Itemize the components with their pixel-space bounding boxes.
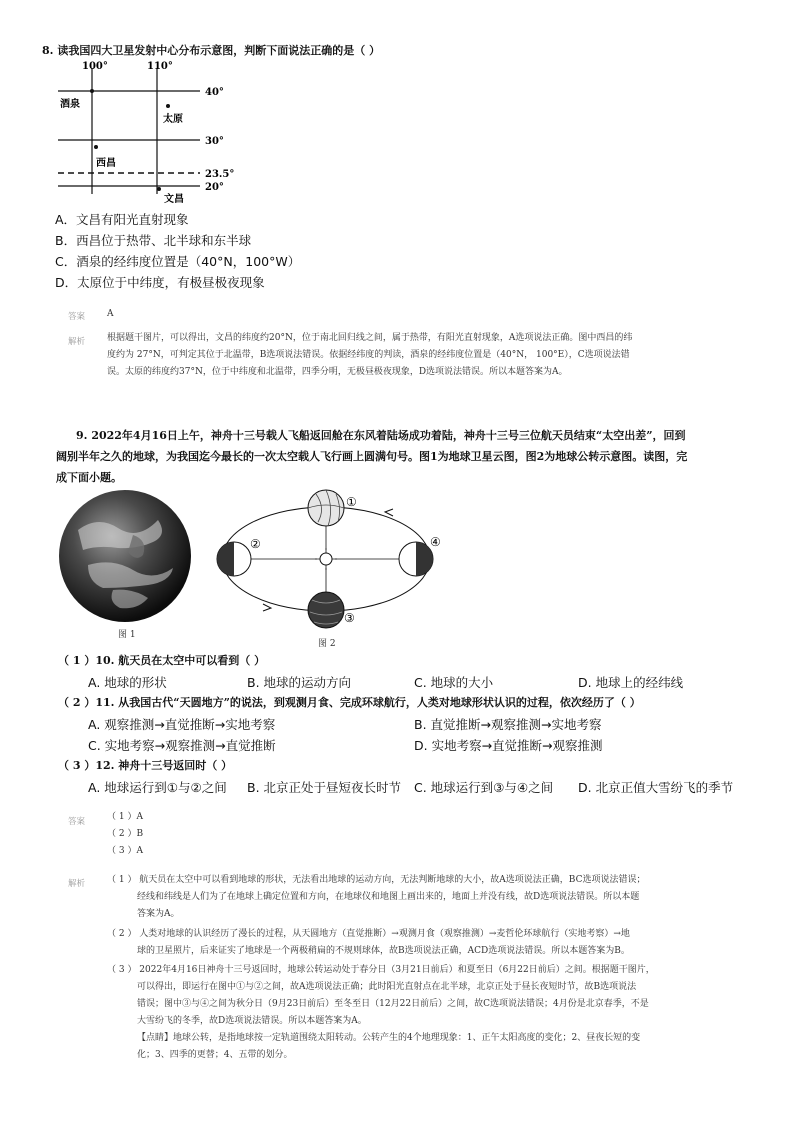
lon-110-label: 110° — [147, 61, 173, 72]
position-2-label: ② — [250, 537, 261, 551]
q9-stem-line: 阔别半年之久的地球，为我国迄今最长的一次太空载人飞行画上圆满句号。图1为地球卫星云图，图2为地球公转示意图。读图，完 — [56, 450, 688, 463]
q8-analysis-line: 误。太原的纬度约37°N，位于中纬度和北温带，四季分明，无极昼极夜现象，D选项说法错误。所以本题答案为A。 — [107, 367, 568, 377]
q9-key-point-line: 【点睛】地球公转，是指地球按一定轨道围绕太阳转动。公转产生的4个地理现象：1、正午太阳高度的变化；2、昼夜长短的变 — [137, 1033, 641, 1043]
q10-stem: （ 1 ）10. 航天员在太空中可以看到（ ） — [58, 654, 266, 667]
earth-cloud-image — [58, 490, 198, 640]
q11-stem: （ 2 ）11. 从我国古代“天圆地方”的说法，到观测月食、完成环球航行，人类对地球形状认识的过程，依次经历了（ ） — [58, 696, 641, 709]
q8-analysis-label: 解析 — [68, 337, 86, 347]
question-9-stem — [56, 425, 756, 488]
q9-analysis-2 — [107, 926, 767, 960]
position-4-label: ④ — [430, 535, 441, 549]
lat-40-label: 40° — [205, 87, 224, 98]
q9-answer-1: （ 1 ）A — [107, 812, 143, 822]
q9-stem-line: 9. 2022年4月16日上午，神舟十三号载人飞船返回舱在东风着陆场成功着陆，神舟十三号三位航天员结束“太空出差”，回到 — [76, 429, 686, 442]
xichang-label: 西昌 — [96, 158, 116, 169]
q9-analysis-label: 解析 — [68, 879, 86, 889]
q9-answers — [107, 809, 143, 860]
q9-analysis-line: 可以得出，即运行在图中①与②之间，故A选项说法正确；此时阳光直射点在北半球，北京正处于昼长夜短时节，故B选项说法 — [137, 982, 637, 992]
q8-analysis-line: 根据题干图片，可以得出，文昌的纬度约20°N，位于南北回归线之间，属于热带，有阳光直射现象，A选项说法正确。图中西昌的纬 — [107, 333, 633, 343]
q8-analysis-line: 度约为 27°N，可判定其位于北温带，B选项说法错误。依据经纬度的判读，酒泉的经纬度位置是（40°N， 100°E），C选项说法错 — [107, 350, 630, 360]
q11-option-b[interactable]: B. 直觉推断→观察推测→实地考察 — [414, 717, 602, 732]
q8-answer: A — [107, 309, 114, 319]
q11-option-a[interactable]: A. 观察推测→直觉推断→实地考察 — [88, 717, 276, 732]
q9-analysis-line: 答案为A。 — [137, 909, 180, 919]
satellite-launch-center-map — [50, 58, 280, 206]
q8-option-b[interactable]: B．西昌位于热带、北半球和东半球 — [55, 233, 252, 248]
q9-answer-label: 答案 — [68, 817, 86, 827]
q9-answer-3: （ 3 ）A — [107, 846, 143, 856]
q10-option-c[interactable]: C. 地球的大小 — [414, 675, 494, 690]
earth-revolution-diagram — [208, 484, 448, 650]
q9-stem-line: 成下面小题。 — [56, 471, 122, 484]
q9-analysis-line: （ 2 ） 人类对地球的认识经历了漫长的过程，从天圆地方（直觉推断）→观测月食（观察推测）→麦哲伦环球航行（实地考察）→地 — [107, 929, 630, 939]
q12-option-c[interactable]: C. 地球运行到③与④之间 — [414, 780, 554, 795]
position-1-label: ① — [346, 495, 357, 509]
question-8-title: 8. 读我国四大卫星发射中心分布示意图，判断下面说法正确的是（ ） — [42, 44, 381, 57]
q9-analysis-line: 大雪纷飞的冬季，故D选项说法错误。所以本题答案为A。 — [137, 1016, 367, 1026]
q8-answer-label: 答案 — [68, 312, 86, 322]
q8-option-c[interactable]: C．酒泉的经纬度位置是（40°N，100°W） — [55, 254, 301, 269]
q9-analysis-3 — [107, 962, 767, 1064]
lat-20-label: 20° — [205, 182, 224, 193]
figure-2-caption: 图 2 — [318, 639, 336, 649]
q9-key-point-line: 化；3、四季的更替；4、五带的划分。 — [137, 1050, 293, 1060]
q8-option-a[interactable]: A．文昌有阳光直射现象 — [55, 212, 189, 227]
q9-answer-2: （ 2 ）B — [107, 829, 144, 839]
taiyuan-label: 太原 — [163, 114, 183, 125]
q9-analysis-line: （ 3 ） 2022年4月16日神舟十三号返回时，地球公转运动处于春分日（3月21日前后）和夏至日（6月22日前后）之间。根据题干图片， — [107, 965, 655, 975]
q9-analysis-1 — [107, 872, 767, 923]
q9-analysis-line: 错误；图中③与④之间为秋分日（9月23日前后）至冬至日（12月22日前后）之间，故C选项说法错误；4月份是北京春季，不是 — [137, 999, 649, 1009]
q9-analysis-line: 球的卫星照片，后来证实了地球是一个两极稍扁的不规则球体，故B选项说法正确，ACD选项说法错误。所以本题答案为B。 — [137, 946, 630, 956]
position-3-label: ③ — [344, 611, 355, 625]
lon-100-label: 100° — [82, 61, 108, 72]
q10-option-b[interactable]: B. 地球的运动方向 — [247, 675, 352, 690]
q12-option-a[interactable]: A. 地球运行到①与②之间 — [88, 780, 227, 795]
figure-1-caption: 图 1 — [118, 630, 136, 640]
q12-option-b[interactable]: B. 北京正处于昼短夜长时节 — [247, 780, 402, 795]
lat-23-5-label: 23.5° — [205, 169, 235, 180]
q9-analysis-line: （ 1 ） 航天员在太空中可以看到地球的形状，无法看出地球的运动方向，无法判断地球的大小，故A选项说法正确，BC选项说法错误； — [107, 875, 646, 885]
q11-option-c[interactable]: C. 实地考察→观察推测→直觉推断 — [88, 738, 276, 753]
q12-option-d[interactable]: D. 北京正值大雪纷飞的季节 — [578, 780, 734, 795]
q8-analysis — [107, 330, 757, 381]
q9-analysis-line: 经线和纬线是人们为了在地球上确定位置和方向，在地球仪和地图上画出来的，地面上并没有线，故D选项说法错误。所以本题 — [137, 892, 640, 902]
q11-option-d[interactable]: D. 实地考察→直觉推断→观察推测 — [414, 738, 603, 753]
jiuquan-label: 酒泉 — [60, 99, 80, 110]
q10-option-d[interactable]: D. 地球上的经纬线 — [578, 675, 684, 690]
q10-option-a[interactable]: A. 地球的形状 — [88, 675, 167, 690]
lat-30-label: 30° — [205, 136, 224, 147]
wenchang-label: 文昌 — [164, 194, 184, 205]
q12-stem: （ 3 ）12. 神舟十三号返回时（ ） — [58, 759, 233, 772]
q8-option-d[interactable]: D．太原位于中纬度，有极昼极夜现象 — [55, 275, 265, 290]
